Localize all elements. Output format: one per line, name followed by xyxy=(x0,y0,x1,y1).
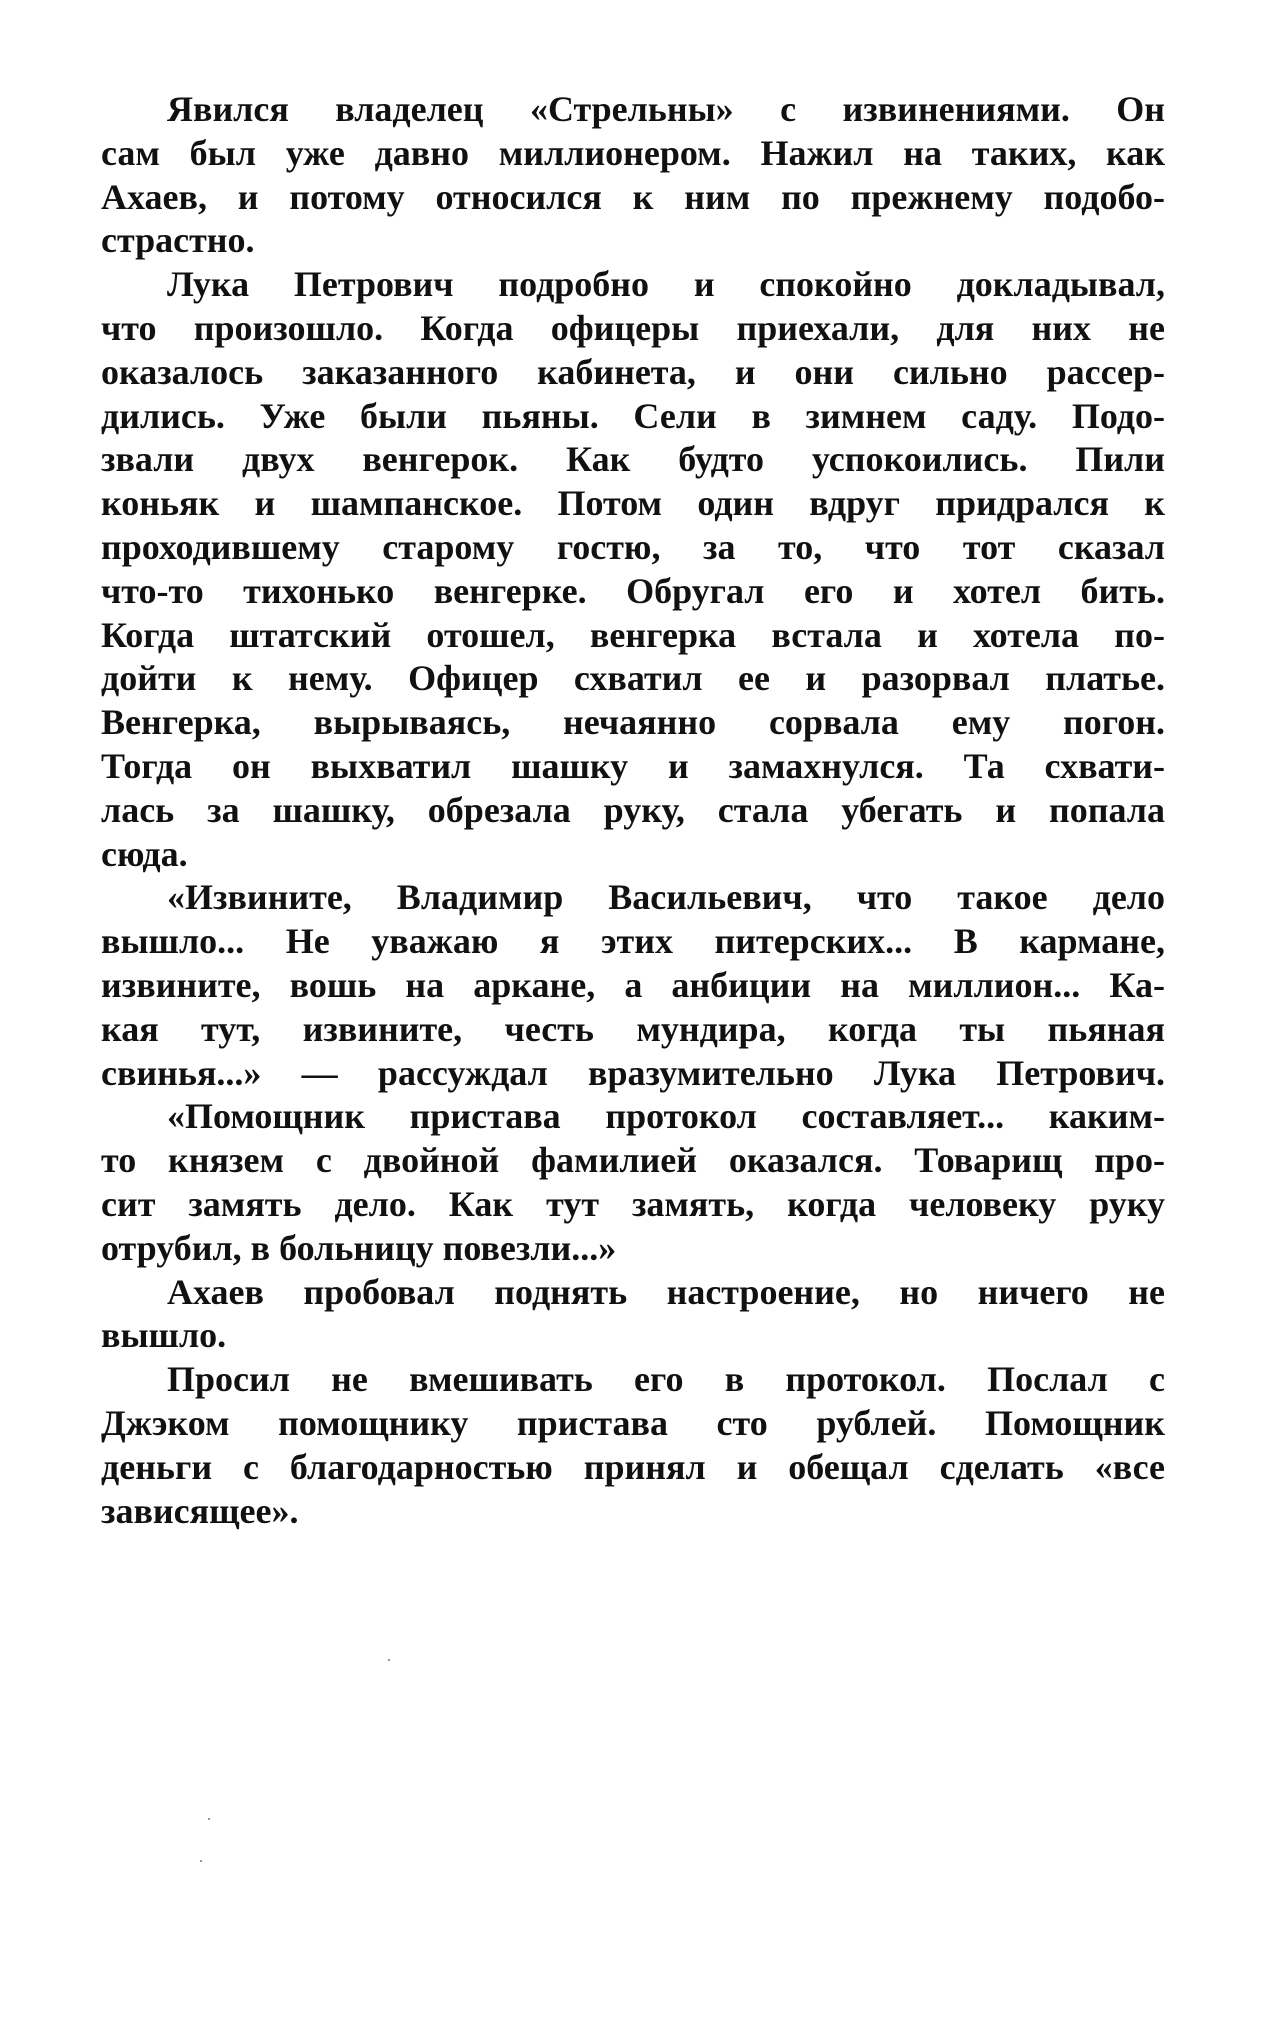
paragraph-5 xyxy=(101,1271,1165,1359)
paragraph-6 xyxy=(101,1358,1165,1533)
text-line: «Извините, Владимир Васильевич, что такое дело xyxy=(167,877,1165,918)
text-line: оказалось заказанного кабинета, и они сильно рассер- xyxy=(101,351,1165,392)
text-line: «Помощник пристава протокол составляет... каким- xyxy=(167,1096,1165,1137)
text-line: страстно. xyxy=(101,220,255,261)
paragraph-4 xyxy=(101,1095,1165,1270)
scan-speck xyxy=(208,1818,210,1820)
text-line: Венгерка, вырываясь, нечаянно сорвала ему погон. xyxy=(101,702,1165,743)
text-line: звали двух венгерок. Как будто успокоились. Пили xyxy=(101,439,1165,480)
page-text xyxy=(101,88,1165,1533)
text-line: лась за шашку, обрезала руку, стала убегать и попала xyxy=(101,789,1165,830)
text-line: Джэком помощнику пристава сто рублей. Помощник xyxy=(101,1402,1165,1443)
scan-speck xyxy=(388,1659,390,1661)
text-line: Явился владелец «Стрельны» с извинениями. Он xyxy=(167,89,1165,129)
text-line: вышло. xyxy=(101,1315,227,1356)
text-line: вышло... Не уважаю я этих питерских... В кармане, xyxy=(101,921,1165,962)
text-line: деньги с благодарностью принял и обещал сделать «все xyxy=(101,1446,1165,1487)
text-line: проходившему старому гостю, за то, что тот сказал xyxy=(101,526,1165,567)
text-line: Когда штатский отошел, венгерка встала и хотела по- xyxy=(101,614,1165,655)
text-line: отрубил, в больницу повезли...» xyxy=(101,1227,617,1268)
text-line: сит замять дело. Как тут замять, когда человеку руку xyxy=(101,1183,1165,1224)
text-line: Тогда он выхватил шашку и замахнулся. Та схвати- xyxy=(101,745,1165,786)
text-line: сам был уже давно миллионером. Нажил на таких, как xyxy=(101,132,1165,173)
paragraph-2 xyxy=(101,263,1165,876)
text-line: дились. Уже были пьяны. Сели в зимнем саду. Подо- xyxy=(101,395,1165,436)
text-line: коньяк и шампанское. Потом один вдруг придрался к xyxy=(101,483,1165,524)
paragraph-1 xyxy=(101,88,1165,263)
text-line: что произошло. Когда офицеры приехали, для них не xyxy=(101,307,1165,348)
text-line: зависящее». xyxy=(101,1490,299,1531)
text-line: извините, вошь на аркане, а анбиции на миллион... Ка- xyxy=(101,964,1165,1005)
text-line: Ахаев пробовал поднять настроение, но ничего не xyxy=(167,1271,1165,1312)
paragraph-3 xyxy=(101,876,1165,1095)
text-line: кая тут, извините, честь мундира, когда ты пьяная xyxy=(101,1008,1165,1049)
text-line: сюда. xyxy=(101,833,188,874)
text-line: что-то тихонько венгерке. Обругал его и хотел бить. xyxy=(101,570,1165,611)
text-line: дойти к нему. Офицер схватил ее и разорвал платье. xyxy=(101,658,1165,699)
scan-speck xyxy=(200,1860,202,1862)
text-line: то князем с двойной фамилией оказался. Товарищ про- xyxy=(101,1140,1165,1181)
text-line: Лука Петрович подробно и спокойно докладывал, xyxy=(167,264,1165,305)
text-line: Ахаев, и потому относился к ним по прежнему подобо- xyxy=(101,176,1165,217)
text-line: свинья...» — рассуждал вразумительно Лука Петрович. xyxy=(101,1052,1165,1093)
text-line: Просил не вмешивать его в протокол. Послал с xyxy=(167,1359,1165,1400)
